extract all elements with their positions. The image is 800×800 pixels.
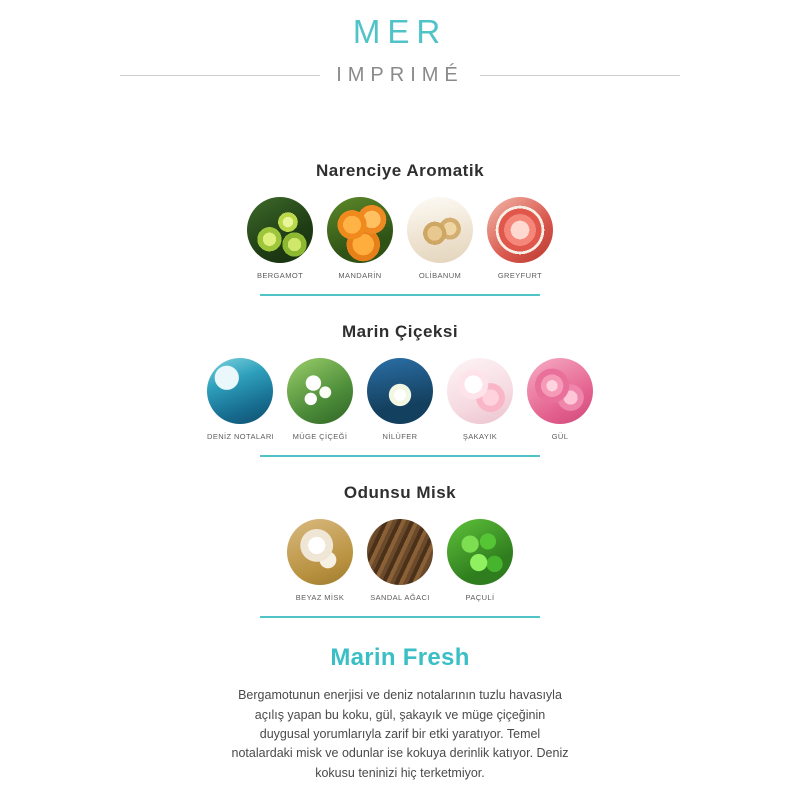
note-item: [367, 519, 433, 602]
note-label: MANDARİN: [338, 271, 382, 281]
brand-rule-left: [120, 75, 320, 76]
note-item: [447, 519, 513, 602]
note-label: MÜGE ÇİÇEĞİ: [292, 432, 348, 442]
sakayik-image: [447, 358, 513, 424]
note-item: [487, 197, 553, 280]
fragrance-name: Marin Fresh: [330, 644, 470, 672]
note-label: GÜL: [551, 432, 569, 442]
beyaz-misk-image: [287, 519, 353, 585]
brand-rule-right: [480, 75, 680, 76]
note-item: [207, 358, 273, 441]
gul-image: [527, 358, 593, 424]
note-item: [327, 197, 393, 280]
notes-row: [0, 519, 800, 602]
note-item: [247, 197, 313, 280]
note-label: PAÇULİ: [465, 593, 495, 603]
olibanum-image: [407, 197, 473, 263]
notes-row: [0, 197, 800, 280]
note-label: ŞAKAYIK: [462, 432, 498, 442]
brand-subtitle-row: [0, 64, 800, 87]
note-label: BERGAMOT: [256, 271, 304, 281]
group-title: Narenciye Aromatik: [315, 161, 485, 181]
note-item: [367, 358, 433, 441]
notes-row: [0, 358, 800, 441]
note-label: NİLÜFER: [382, 432, 418, 442]
group-divider: [260, 294, 540, 296]
note-group-odunsu-misk: [0, 483, 800, 618]
note-label: GREYFURT: [497, 271, 543, 281]
muge-cicegi-image: [287, 358, 353, 424]
note-item: [407, 197, 473, 280]
greyfurt-image: [487, 197, 553, 263]
note-group-marin-cicegi: [0, 322, 800, 457]
fragrance-description: Bergamotunun enerjisi ve deniz notalarının tuzlu havasıyla açılış yapan bu koku, gül, şakayık ve müge çiçeğinin duygusal yorumlarıyla zarif bir etki yaratıyor. Temel notalardaki misk ve odunlar ise kokuya derinlik katıyor. Deniz kokusu teninizi hiç terketmiyor.: [231, 688, 569, 780]
paculi-image: [447, 519, 513, 585]
brand-subtitle: IMPRIMÉ: [336, 64, 464, 87]
deniz-notalari-image: [207, 358, 273, 424]
note-label: BEYAZ MİSK: [295, 593, 345, 603]
note-item: [287, 519, 353, 602]
group-divider: [260, 455, 540, 457]
group-title: Odunsu Misk: [343, 483, 457, 503]
note-group-narenciye-aromatik: [0, 161, 800, 296]
brand-title: MER: [352, 13, 448, 50]
brand-header: [0, 0, 800, 87]
note-item: [447, 358, 513, 441]
note-label: DENİZ NOTALARI: [207, 432, 275, 442]
nilufer-image: [367, 358, 433, 424]
bergamot-image: [247, 197, 313, 263]
note-groups: [0, 161, 800, 618]
note-item: [287, 358, 353, 441]
note-item: [527, 358, 593, 441]
note-label: OLİBANUM: [418, 271, 462, 281]
fragrance-footer: [0, 644, 800, 783]
mandarin-image: [327, 197, 393, 263]
note-label: SANDAL AĞACI: [370, 593, 430, 603]
group-divider: [260, 616, 540, 618]
sandal-agaci-image: [367, 519, 433, 585]
group-title: Marin Çiçeksi: [341, 322, 459, 342]
